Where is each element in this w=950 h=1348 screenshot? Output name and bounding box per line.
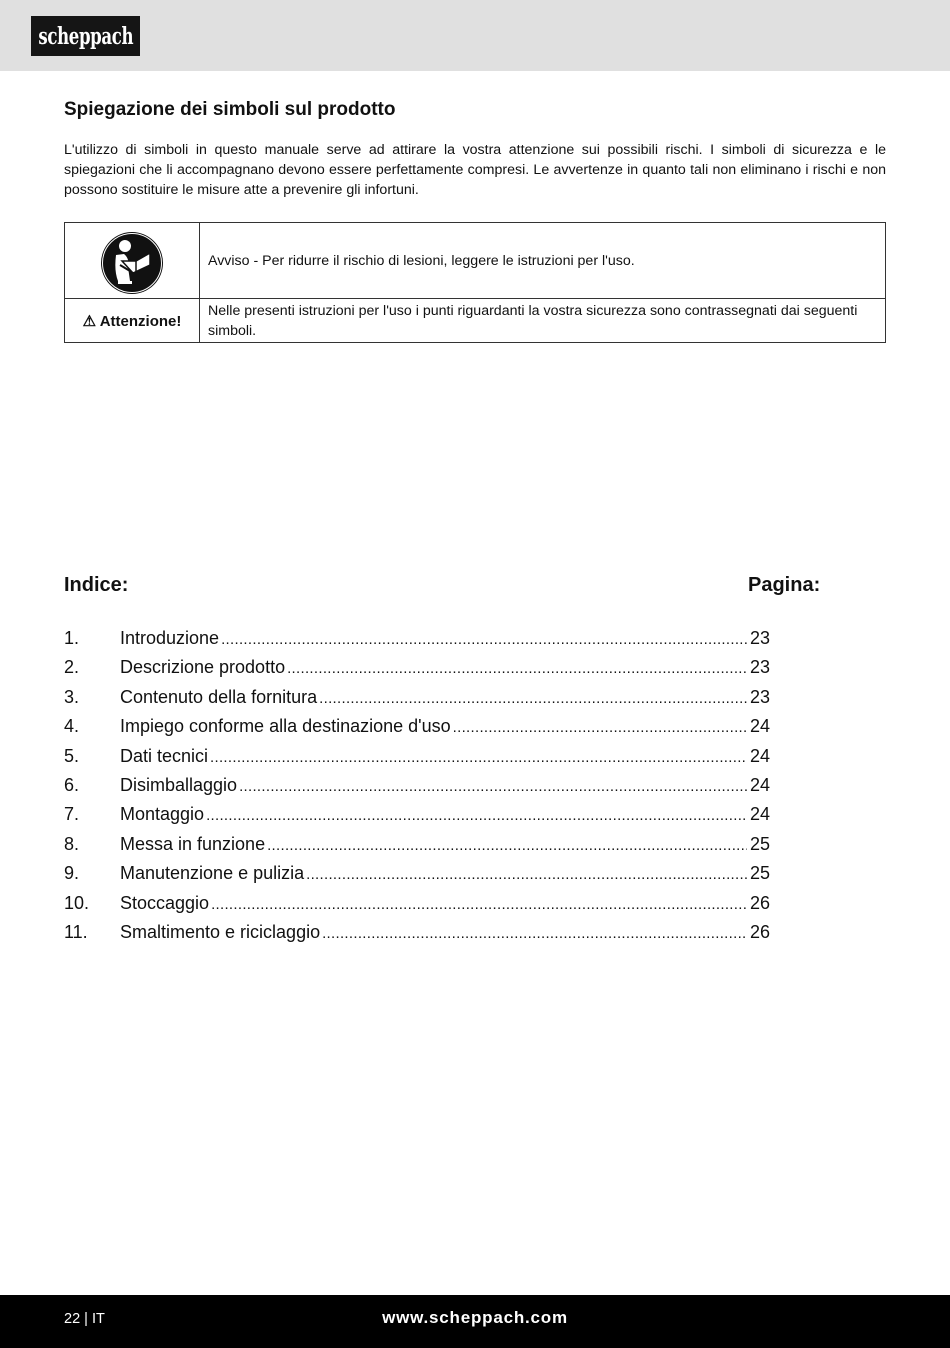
toc-leader [306, 866, 747, 883]
toc-page: 26 [749, 892, 770, 913]
toc-item[interactable] [64, 804, 770, 833]
toc-leader [221, 631, 747, 648]
toc-number: 1. [64, 628, 80, 648]
toc-number: 8. [64, 833, 80, 854]
toc-leader [239, 778, 747, 795]
symbol-row [65, 223, 886, 299]
toc-number: 10. [64, 892, 90, 913]
toc-page: 24 [749, 774, 770, 795]
page-column-title: Pagina: [748, 574, 821, 596]
symbols-table [64, 222, 886, 343]
toc-item[interactable] [64, 922, 770, 951]
toc-number: 7. [64, 804, 80, 825]
toc-page: 24 [749, 716, 770, 737]
brand-logo [31, 16, 140, 56]
toc-item[interactable] [64, 716, 770, 745]
section-title: Spiegazione dei simboli sul prodotto [64, 99, 396, 120]
read-manual-icon [100, 231, 164, 295]
toc-number: 4. [64, 716, 80, 737]
toc-title: Descrizione prodotto [120, 657, 286, 678]
brand-logo-text: scheppach [38, 22, 133, 50]
intro-paragraph: L'utilizzo di simboli in questo manuale serve ad attirare la vostra attenzione sui possibili rischi. I simboli di sicurezza e le spiegazioni che li accompagnano devono essere perfettamente compresi. Le avvertenze in quanto tali non eliminano i rischi e non possono sostituire le misure atte a prevenire gli infortuni. [64, 142, 886, 198]
toc-leader [267, 837, 747, 854]
toc-item[interactable] [64, 863, 770, 892]
toc-leader [287, 660, 747, 677]
toc-title: Dati tecnici [120, 745, 209, 766]
symbol-description: Nelle presenti istruzioni per l'uso i punti riguardanti la vostra sicurezza sono contrassegnati dai seguenti simboli. [200, 299, 886, 343]
symbol-row [65, 299, 886, 343]
toc-number: 9. [64, 863, 80, 884]
footer-bar [0, 1295, 950, 1348]
toc-number: 3. [64, 686, 80, 707]
toc-number: 5. [64, 745, 80, 766]
toc-leader [211, 896, 747, 913]
toc-title: Stoccaggio [120, 892, 210, 913]
toc-title: Impiego conforme alla destinazione d'uso [120, 716, 451, 737]
footer-website-link[interactable]: www.scheppach.com [382, 1308, 568, 1327]
toc-title: Smaltimento e riciclaggio [120, 921, 321, 942]
warning-label: ⚠ Attenzione! [65, 299, 200, 343]
toc-item[interactable] [64, 746, 770, 775]
header-band [0, 0, 950, 71]
toc-item[interactable] [64, 775, 770, 804]
footer-page-number: 22 | IT [64, 1311, 105, 1327]
table-of-contents [64, 628, 770, 951]
toc-page: 23 [749, 628, 770, 648]
toc-title: Messa in funzione [120, 833, 266, 854]
toc-title: Introduzione [120, 628, 220, 648]
toc-page: 23 [749, 686, 770, 707]
toc-leader [210, 749, 747, 766]
toc-item[interactable] [64, 687, 770, 716]
toc-page: 24 [749, 745, 770, 766]
toc-page: 25 [749, 863, 770, 884]
toc-page: 24 [749, 804, 770, 825]
toc-leader [322, 925, 747, 942]
toc-title: Disimballaggio [120, 774, 238, 795]
toc-number: 11. [64, 921, 88, 942]
toc-item[interactable] [64, 893, 770, 922]
toc-item[interactable] [64, 628, 770, 657]
toc-number: 2. [64, 657, 80, 678]
toc-item[interactable] [64, 657, 770, 686]
symbol-description: Avviso - Per ridurre il rischio di lesioni, leggere le istruzioni per l'uso. [200, 223, 886, 299]
toc-leader [319, 690, 747, 707]
toc-page: 25 [749, 833, 770, 854]
toc-title: Manutenzione e pulizia [120, 863, 305, 884]
toc-leader [453, 719, 747, 736]
toc-title: Contenuto della fornitura [120, 686, 318, 707]
toc-leader [206, 807, 747, 824]
index-title: Indice: [64, 574, 129, 596]
toc-page: 26 [749, 921, 770, 942]
toc-page: 23 [749, 657, 770, 678]
toc-item[interactable] [64, 834, 770, 863]
toc-number: 6. [64, 774, 80, 795]
toc-title: Montaggio [120, 804, 205, 825]
symbol-icon-cell [65, 223, 200, 299]
